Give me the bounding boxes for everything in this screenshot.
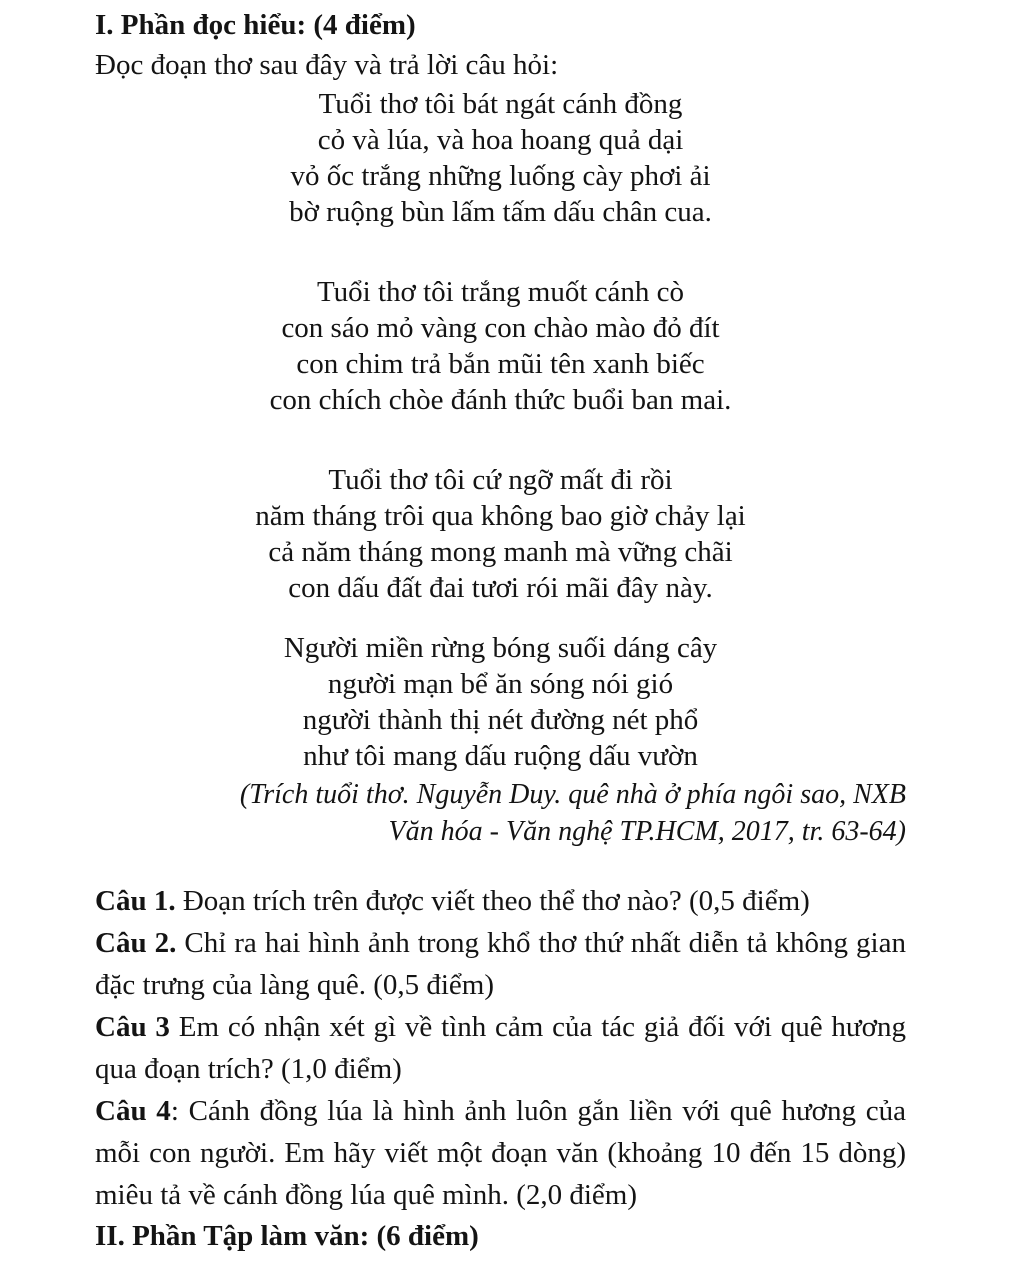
question-2-label: Câu 2. <box>95 927 185 959</box>
poem-line: cỏ và lúa, và hoa hoang quả dại <box>317 124 684 156</box>
question-3-label: Câu 3 <box>95 1011 179 1043</box>
poem-line: người mạn bể ăn sóng nói gió <box>327 668 674 700</box>
poem-stanza-2 <box>95 274 906 418</box>
reading-instruction: Đọc đoạn thơ sau đây và trả lời câu hỏi: <box>95 49 559 81</box>
poem-line: cả năm tháng mong manh mà vững chãi <box>268 536 733 568</box>
poem-line: con dấu đất đai tươi rói mãi đây này. <box>288 572 713 604</box>
section2-heading: II. Phần Tập làm văn: (6 điểm) <box>95 1220 479 1252</box>
question-2 <box>95 922 906 1006</box>
poem-line: con sáo mỏ vàng con chào mào đỏ đít <box>281 312 720 344</box>
question-4-text: : Cánh đồng lúa là hình ảnh luôn gắn liền với quê hương của mỗi con người. Em hãy viết một đoạn văn (khoảng 10 đến 15 dòng) miêu tả về cánh đồng lúa quê mình. (2,0 điểm) <box>95 1095 906 1211</box>
poem-stanza-3 <box>95 462 906 606</box>
poem-line: con chích chòe đánh thức buổi ban mai. <box>269 384 732 416</box>
poem-stanza-4 <box>95 630 906 774</box>
section1-heading: I. Phần đọc hiểu: (4 điểm) <box>95 9 416 41</box>
citation-line: (Trích tuổi thơ. Nguyễn Duy. quê nhà ở phía ngôi sao, NXB <box>239 779 906 810</box>
question-4-label: Câu 4 <box>95 1095 171 1127</box>
poem-line: Tuổi thơ tôi cứ ngỡ mất đi rồi <box>328 464 673 496</box>
question-3-text: Em có nhận xét gì về tình cảm của tác giả đối với quê hương qua đoạn trích? (1,0 điểm) <box>95 1011 906 1085</box>
poem-line: người thành thị nét đường nét phổ <box>302 704 699 736</box>
poem-line: vỏ ốc trắng những luống cày phơi ải <box>290 160 711 192</box>
poem-line: Người miền rừng bóng suối dáng cây <box>283 632 718 664</box>
poem-stanza-1 <box>95 86 906 230</box>
question-1-label: Câu 1. <box>95 885 183 917</box>
question-2-text: Chỉ ra hai hình ảnh trong khổ thơ thứ nhất diễn tả không gian đặc trưng của làng quê. (0,5 điểm) <box>95 927 906 1001</box>
question-list <box>95 880 906 1216</box>
poem-line: Tuổi thơ tôi trắng muốt cánh cò <box>316 276 685 308</box>
poem-line: như tôi mang dấu ruộng dấu vườn <box>303 740 698 772</box>
poem-line: năm tháng trôi qua không bao giờ chảy lại <box>255 500 746 532</box>
poem-line: Tuổi thơ tôi bát ngát cánh đồng <box>318 88 683 120</box>
poem-source-citation <box>95 776 906 850</box>
citation-line: Văn hóa - Văn nghệ TP.HCM, 2017, tr. 63-64) <box>388 816 906 847</box>
poem-line: con chim trả bắn mũi tên xanh biếc <box>296 348 705 380</box>
question-3 <box>95 1006 906 1090</box>
poem-line: bờ ruộng bùn lấm tấm dấu chân cua. <box>289 196 712 228</box>
question-4 <box>95 1090 906 1216</box>
question-1 <box>95 880 906 922</box>
question-1-text: Đoạn trích trên được viết theo thể thơ nào? (0,5 điểm) <box>182 885 810 917</box>
